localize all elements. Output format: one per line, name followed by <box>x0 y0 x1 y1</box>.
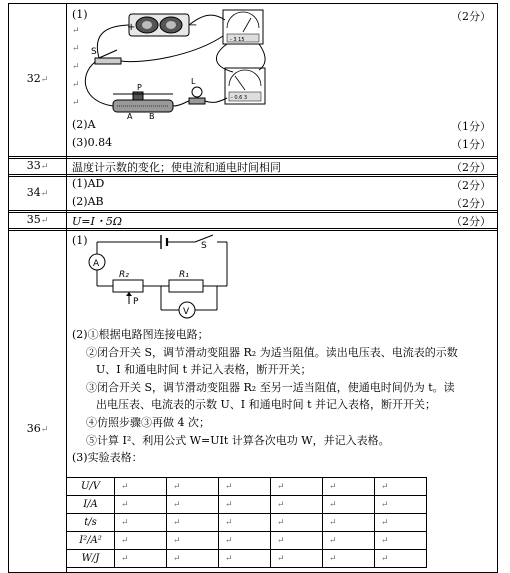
table-row <box>67 496 427 514</box>
paragraph-mark: ↵ <box>72 44 80 54</box>
table-row-header: t/s <box>67 514 115 532</box>
table-row <box>67 532 427 550</box>
q33-answer: 温度计示数的变化；使电流和通电时间相同 <box>72 161 281 174</box>
table-cell <box>271 478 323 496</box>
paragraph-mark: ↵ <box>225 536 233 546</box>
paragraph-mark: ↵ <box>381 482 389 492</box>
q36-part1-label: (1) <box>72 234 88 247</box>
table-cell <box>219 532 271 550</box>
voltmeter-device-icon <box>223 10 263 44</box>
table-cell <box>115 532 167 550</box>
slider-p-label: P <box>133 297 139 307</box>
table-cell <box>323 496 375 514</box>
paragraph-mark: ↵ <box>173 500 181 510</box>
paragraph-mark: ↵ <box>329 536 337 546</box>
svg-text:- 0.6 3: - 0.6 3 <box>231 95 248 101</box>
paragraph-mark: ↵ <box>277 536 285 546</box>
paragraph-mark: ↵ <box>173 482 181 492</box>
q36-step5: ⑤计算 I²、利用公式 W=UIt 计算各次电功 W，并记入表格。 <box>86 434 390 447</box>
q36-step1: (2)①根据电路图连接电路； <box>72 328 209 341</box>
paragraph-mark: ↵ <box>173 536 181 546</box>
paragraph-mark: ↵ <box>173 518 181 528</box>
table-cell <box>323 478 375 496</box>
table-cell <box>219 496 271 514</box>
table-cell <box>375 496 427 514</box>
paragraph-mark: ↵ <box>121 536 129 546</box>
table-cell <box>167 532 219 550</box>
question-number-36: 36↵ <box>26 422 49 435</box>
table-row-header: W/J <box>67 550 115 568</box>
q36-step3-line2: 出电压表、电流表的示数 U、I 和通电时间 t 并记入表格，断开开关； <box>96 398 437 411</box>
paragraph-mark: ↵ <box>225 500 233 510</box>
table-cell <box>167 514 219 532</box>
q36-step4: ④仿照步骤③再做 4 次； <box>86 416 210 429</box>
q32-part1-label: (1) <box>72 8 88 21</box>
slider-label: P <box>137 83 142 92</box>
paragraph-mark: ↵ <box>121 554 129 564</box>
question-number-35: 35↵ <box>26 213 49 226</box>
q36-step3-line1: ③闭合开关 S，调节滑动变阻器 R₂ 至另一适当阻值，使通电时间仍为 t。读 <box>86 381 455 394</box>
table-cell <box>115 478 167 496</box>
voltmeter-label: V <box>183 307 190 317</box>
paragraph-mark: ↵ <box>72 62 80 72</box>
table-row <box>67 478 427 496</box>
table-cell <box>323 514 375 532</box>
table-row <box>67 514 427 532</box>
q34-part1-score: （2分） <box>451 179 491 192</box>
q33-score: （2分） <box>451 161 491 174</box>
q32-part1-score: （2分） <box>451 10 491 23</box>
paragraph-mark: ↵ <box>329 554 337 564</box>
slider-arrowhead <box>126 292 132 296</box>
circuit-apparatus-diagram <box>73 6 273 120</box>
paragraph-mark: ↵ <box>381 518 389 528</box>
q35-answer: U=I・5Ω <box>72 215 122 228</box>
table-cell <box>375 478 427 496</box>
table-cell <box>115 550 167 568</box>
table-cell <box>323 532 375 550</box>
question-number-33: 33↵ <box>26 159 49 172</box>
paragraph-mark: ↵ <box>277 500 285 510</box>
paragraph-mark: ↵ <box>381 554 389 564</box>
paragraph-mark: ↵ <box>173 554 181 564</box>
q36-table-title: (3)实验表格： <box>72 451 143 464</box>
table-cell <box>271 550 323 568</box>
switch-s-label: S <box>201 241 207 251</box>
table-row <box>67 550 427 568</box>
q36-step2-line1: ②闭合开关 S，调节滑动变阻器 R₂ 为适当阻值。读出电压表、电流表的示数 <box>86 346 458 359</box>
q35-score: （2分） <box>451 215 491 228</box>
paragraph-mark: ↵ <box>329 518 337 528</box>
r2-label: R₂ <box>119 270 129 280</box>
paragraph-mark: ↵ <box>329 482 337 492</box>
paragraph-mark: ↵ <box>72 98 80 108</box>
table-row-header: U/V <box>67 478 115 496</box>
paragraph-mark: ↵ <box>277 518 285 528</box>
battery-pack-icon <box>127 14 197 36</box>
paragraph-mark: ↵ <box>225 482 233 492</box>
switch-label: S <box>91 47 97 57</box>
table-cell <box>375 532 427 550</box>
question-number-32: 32↵ <box>26 72 49 85</box>
table-row-header: I²/A² <box>67 532 115 550</box>
table-cell <box>167 478 219 496</box>
lamp-label: L <box>191 77 196 86</box>
table-cell <box>271 496 323 514</box>
table-cell <box>219 514 271 532</box>
table-cell <box>115 496 167 514</box>
table-cell <box>219 478 271 496</box>
table-cell <box>375 514 427 532</box>
table-cell <box>219 550 271 568</box>
terminal-b-label: B <box>149 112 155 120</box>
paragraph-mark: ↵ <box>121 500 129 510</box>
ammeter-label: A <box>93 259 100 269</box>
table-cell <box>323 550 375 568</box>
paragraph-mark: ↵ <box>329 500 337 510</box>
table-row-header: I/A <box>67 496 115 514</box>
lamp-icon <box>189 87 205 104</box>
rheostat-symbol <box>113 280 143 292</box>
resistor-symbol <box>169 280 203 292</box>
q36-step2-line2: U、I 和通电时间 t 并记入表格，断开开关； <box>96 363 312 376</box>
table-cell <box>167 496 219 514</box>
paragraph-mark: ↵ <box>121 482 129 492</box>
table-cell <box>115 514 167 532</box>
q32-part2-score: （1分） <box>451 120 491 133</box>
svg-text:−: − <box>189 20 198 31</box>
r1-label: R₁ <box>179 270 189 280</box>
rheostat-icon <box>113 92 173 112</box>
q32-part3: (3)0.84 <box>72 136 113 149</box>
svg-text:- 3 15: - 3 15 <box>230 37 245 43</box>
q34-part2-score: （2分） <box>451 197 491 210</box>
question-number-34: 34↵ <box>26 186 49 199</box>
q34-part1: (1)AD <box>72 177 105 190</box>
q32-part2: (2)A <box>72 118 96 131</box>
paragraph-mark: ↵ <box>72 80 80 90</box>
circuit-schematic-diagram <box>77 232 257 322</box>
q32-part3-score: （1分） <box>451 138 491 151</box>
ammeter-device-icon <box>225 68 265 104</box>
paragraph-mark: ↵ <box>225 554 233 564</box>
paragraph-mark: ↵ <box>381 500 389 510</box>
paragraph-mark: ↵ <box>225 518 233 528</box>
svg-text:+: + <box>127 22 136 33</box>
paragraph-mark: ↵ <box>277 554 285 564</box>
table-cell <box>271 514 323 532</box>
table-cell <box>271 532 323 550</box>
terminal-a-label: A <box>127 112 133 120</box>
table-cell <box>167 550 219 568</box>
experiment-table <box>66 477 427 568</box>
paragraph-mark: ↵ <box>121 518 129 528</box>
paragraph-mark: ↵ <box>381 536 389 546</box>
q34-part2: (2)AB <box>72 195 104 208</box>
table-cell <box>375 550 427 568</box>
paragraph-mark: ↵ <box>277 482 285 492</box>
paragraph-mark: ↵ <box>72 26 80 36</box>
